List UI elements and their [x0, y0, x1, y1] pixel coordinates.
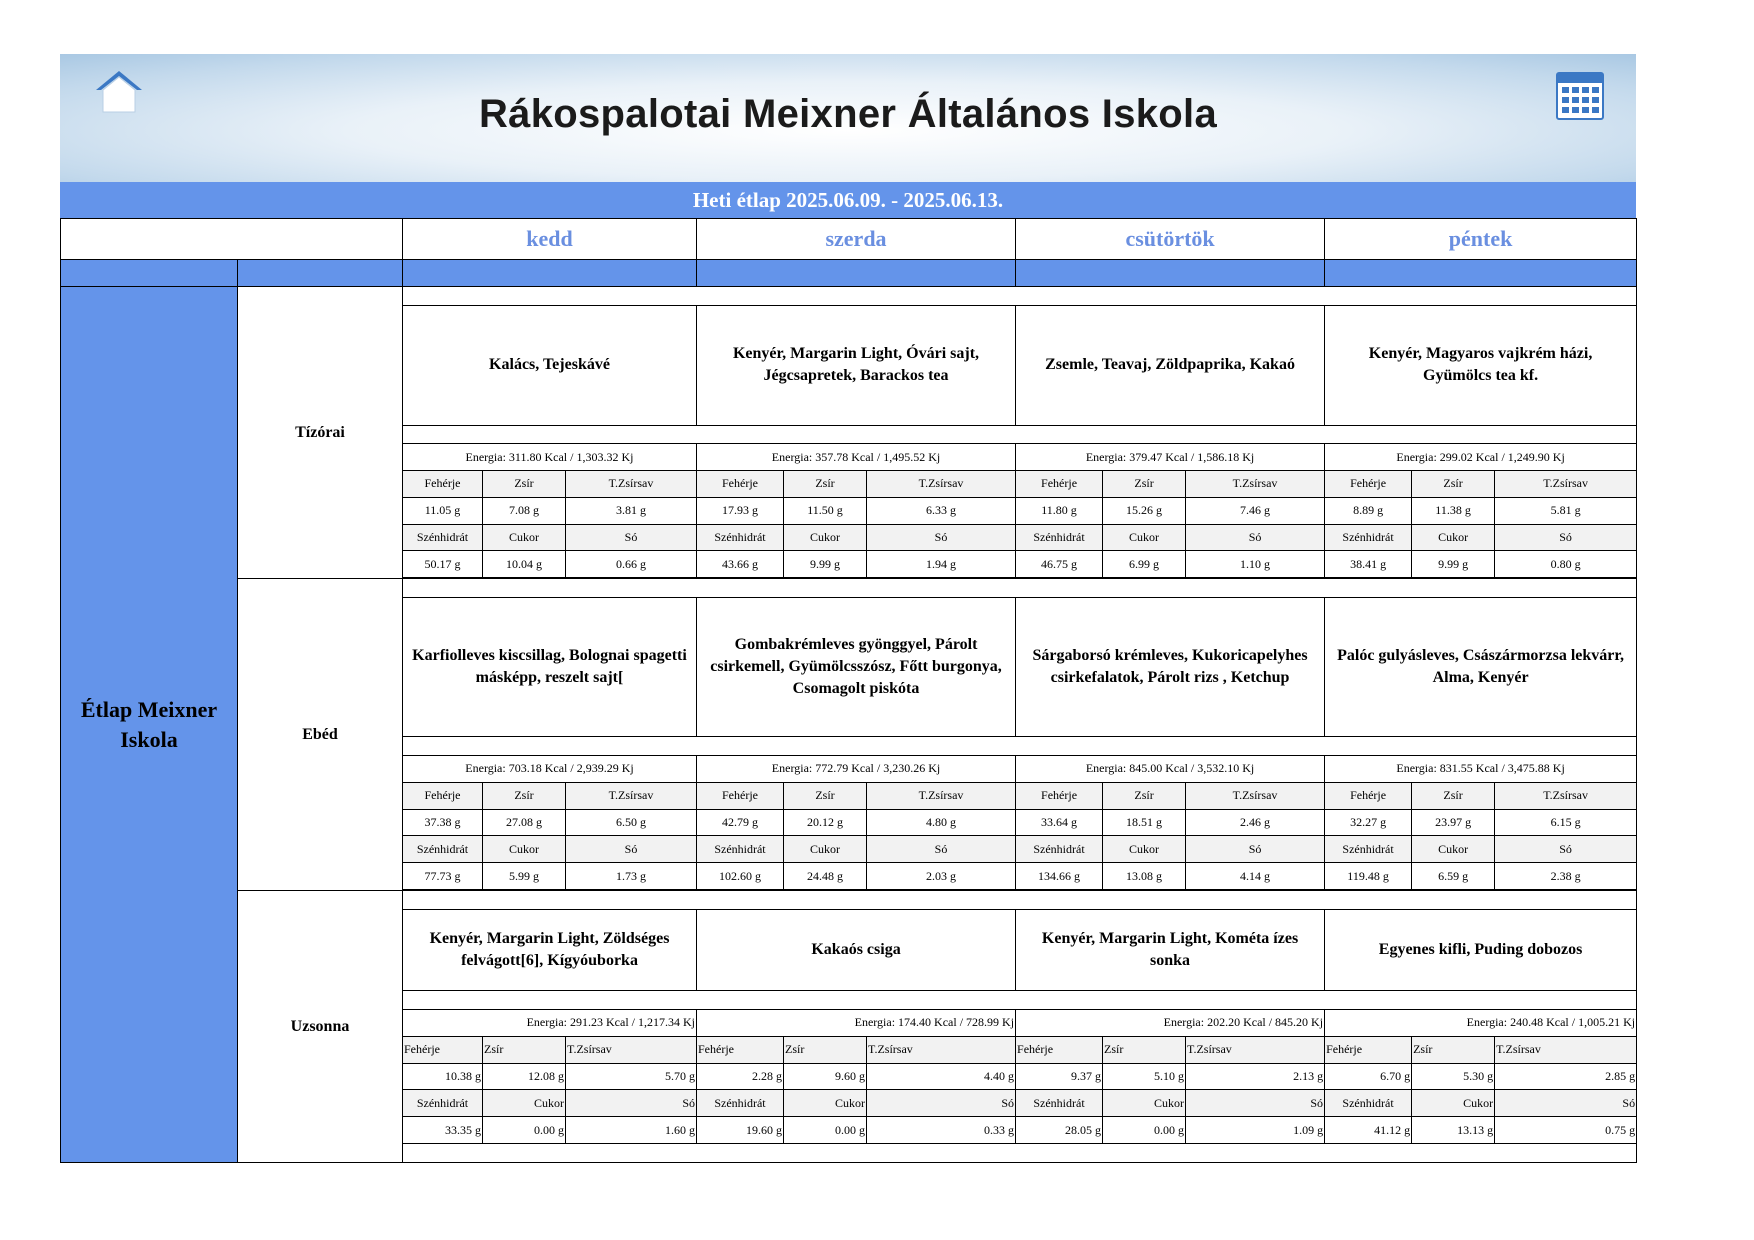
nutrient-value: 0.66 g — [566, 551, 697, 578]
nutrient-label: Szénhidrát — [1016, 1090, 1103, 1117]
dish-name: Kalács, Tejeskávé — [403, 305, 697, 425]
nutrient-label: Szénhidrát — [1016, 524, 1103, 551]
energy-value: Energia: 299.02 Kcal / 1,249.90 Kj — [1325, 444, 1637, 471]
nutrient-label: Szénhidrát — [697, 836, 784, 863]
nutrient-label: Só — [1495, 836, 1637, 863]
nutrient-label: Só — [566, 836, 697, 863]
dish-name: Sárgaborsó krémleves, Kukoricapelyhes csirkefalatok, Párolt rizs , Ketchup — [1016, 597, 1325, 736]
nutrient-value: 38.41 g — [1325, 551, 1412, 578]
nutrient-label: Só — [1186, 1090, 1325, 1117]
nutrient-value: 6.15 g — [1495, 809, 1637, 836]
nutrient-value: 46.75 g — [1016, 551, 1103, 578]
nutrient-value: 3.81 g — [566, 497, 697, 524]
nutrient-label: Szénhidrát — [403, 1090, 483, 1117]
nutrient-label: Zsír — [1103, 782, 1186, 809]
nutrient-label: T.Zsírsav — [1495, 470, 1637, 497]
nutrient-value: 4.40 g — [867, 1063, 1016, 1090]
nutrient-label: Cukor — [784, 524, 867, 551]
spacer-cell — [403, 737, 1637, 756]
header-spacer — [61, 219, 403, 260]
nutrient-value: 0.75 g — [1495, 1117, 1637, 1144]
nutrient-value: 6.70 g — [1325, 1063, 1412, 1090]
nutrient-value: 0.80 g — [1495, 551, 1637, 578]
nutrient-label: Só — [867, 836, 1016, 863]
spacer-cell — [403, 425, 1637, 444]
nutrient-label: T.Zsírsav — [1495, 782, 1637, 809]
nutrient-label: Zsír — [784, 782, 867, 809]
nutrient-label: Cukor — [483, 524, 566, 551]
nutrient-label: Fehérje — [1325, 470, 1412, 497]
nutrient-label: Cukor — [1412, 1090, 1495, 1117]
nutrient-label: Cukor — [483, 836, 566, 863]
nutrient-value: 6.99 g — [1103, 551, 1186, 578]
nutrient-value: 119.48 g — [1325, 863, 1412, 890]
nutrient-value: 37.38 g — [403, 809, 483, 836]
nutrient-value: 5.81 g — [1495, 497, 1637, 524]
nutrient-label: Só — [1495, 1090, 1637, 1117]
energy-value: Energia: 703.18 Kcal / 2,939.29 Kj — [403, 755, 697, 782]
nutrient-label: Só — [867, 1090, 1016, 1117]
nutrient-label: Cukor — [1412, 524, 1495, 551]
nutrient-value: 24.48 g — [784, 863, 867, 890]
energy-value: Energia: 311.80 Kcal / 1,303.32 Kj — [403, 444, 697, 471]
dish-name: Karfiolleves kiscsillag, Bolognai spagetti másképp, reszelt sajt[ — [403, 597, 697, 736]
nutrient-label: Fehérje — [697, 782, 784, 809]
nutrient-value: 0.00 g — [1103, 1117, 1186, 1144]
energy-value: Energia: 379.47 Kcal / 1,586.18 Kj — [1016, 444, 1325, 471]
band-day — [697, 260, 1016, 287]
nutrient-value: 13.13 g — [1412, 1117, 1495, 1144]
page-title: Rákospalotai Meixner Általános Iskola — [478, 92, 1217, 136]
nutrient-label: Fehérje — [1325, 782, 1412, 809]
nutrient-value: 33.35 g — [403, 1117, 483, 1144]
nutrient-value: 10.38 g — [403, 1063, 483, 1090]
dish-name: Kenyér, Margarin Light, Kométa ízes sonka — [1016, 909, 1325, 991]
nutrient-label: Fehérje — [1016, 782, 1103, 809]
energy-value: Energia: 174.40 Kcal / 728.99 Kj — [697, 1009, 1016, 1036]
nutrient-label: Zsír — [483, 470, 566, 497]
energy-value: Energia: 240.48 Kcal / 1,005.21 Kj — [1325, 1009, 1637, 1036]
dish-name: Zsemle, Teavaj, Zöldpaprika, Kakaó — [1016, 305, 1325, 425]
nutrient-label: Zsír — [784, 1036, 867, 1063]
nutrient-value: 15.26 g — [1103, 497, 1186, 524]
nutrient-value: 6.50 g — [566, 809, 697, 836]
nutrient-value: 11.50 g — [784, 497, 867, 524]
nutrient-value: 2.85 g — [1495, 1063, 1637, 1090]
dish-name: Kenyér, Margarin Light, Zöldséges felvágott[6], Kígyóuborka — [403, 909, 697, 991]
nutrient-label: Szénhidrát — [1325, 524, 1412, 551]
nutrient-label: Szénhidrát — [1325, 836, 1412, 863]
nutrient-label: Szénhidrát — [1325, 1090, 1412, 1117]
band-day — [403, 260, 697, 287]
nutrient-label: Cukor — [483, 1090, 566, 1117]
table-row — [61, 219, 1637, 260]
nutrient-value: 0.33 g — [867, 1117, 1016, 1144]
nutrient-value: 28.05 g — [1016, 1117, 1103, 1144]
nutrient-label: Szénhidrát — [1016, 836, 1103, 863]
nutrient-value: 9.60 g — [784, 1063, 867, 1090]
nutrient-label: T.Zsírsav — [566, 470, 697, 497]
nutrient-value: 102.60 g — [697, 863, 784, 890]
nutrient-label: T.Zsírsav — [867, 470, 1016, 497]
spacer-cell — [403, 1144, 1637, 1163]
nutrient-value: 77.73 g — [403, 863, 483, 890]
menu-table — [60, 218, 1637, 1163]
table-row — [61, 891, 1637, 910]
nutrient-label: Cukor — [1103, 524, 1186, 551]
nutrient-label: Zsír — [483, 1036, 566, 1063]
energy-value: Energia: 357.78 Kcal / 1,495.52 Kj — [697, 444, 1016, 471]
nutrient-value: 18.51 g — [1103, 809, 1186, 836]
nutrient-value: 4.80 g — [867, 809, 1016, 836]
nutrient-label: Zsír — [1412, 782, 1495, 809]
band-side — [61, 260, 238, 287]
nutrient-label: Zsír — [1412, 1036, 1495, 1063]
nutrient-value: 11.38 g — [1412, 497, 1495, 524]
nutrient-label: Zsír — [1103, 1036, 1186, 1063]
nutrient-label: Só — [1186, 524, 1325, 551]
nutrient-value: 11.05 g — [403, 497, 483, 524]
nutrient-value: 134.66 g — [1016, 863, 1103, 890]
spacer-cell — [403, 287, 1637, 306]
nutrient-label: T.Zsírsav — [1495, 1036, 1637, 1063]
nutrient-value: 27.08 g — [483, 809, 566, 836]
nutrient-label: Zsír — [1412, 470, 1495, 497]
nutrient-label: Só — [566, 1090, 697, 1117]
nutrient-value: 2.46 g — [1186, 809, 1325, 836]
band-meal — [238, 260, 403, 287]
day-header-kedd: kedd — [403, 219, 697, 260]
nutrient-value: 1.73 g — [566, 863, 697, 890]
calendar-icon[interactable] — [1556, 72, 1604, 120]
energy-value: Energia: 202.20 Kcal / 845.20 Kj — [1016, 1009, 1325, 1036]
nutrient-label: Zsír — [784, 470, 867, 497]
nutrient-value: 5.99 g — [483, 863, 566, 890]
table-row — [61, 287, 1637, 306]
nutrient-value: 8.89 g — [1325, 497, 1412, 524]
nutrient-value: 2.28 g — [697, 1063, 784, 1090]
spacer-cell — [403, 891, 1637, 910]
nutrient-value: 1.09 g — [1186, 1117, 1325, 1144]
day-header-pentek: péntek — [1325, 219, 1637, 260]
nutrient-value: 7.08 g — [483, 497, 566, 524]
nutrient-label: Fehérje — [403, 1036, 483, 1063]
nutrient-value: 2.13 g — [1186, 1063, 1325, 1090]
nutrient-label: Cukor — [784, 1090, 867, 1117]
nutrient-value: 5.70 g — [566, 1063, 697, 1090]
nutrient-label: Fehérje — [697, 470, 784, 497]
dish-name: Kenyér, Margarin Light, Óvári sajt, Jégcsapretek, Barackos tea — [697, 305, 1016, 425]
dish-name: Egyenes kifli, Puding dobozos — [1325, 909, 1637, 991]
nutrient-label: Fehérje — [1016, 1036, 1103, 1063]
nutrient-label: Só — [1186, 836, 1325, 863]
table-row — [61, 579, 1637, 598]
nutrient-value: 6.33 g — [867, 497, 1016, 524]
nutrient-label: T.Zsírsav — [566, 1036, 697, 1063]
nutrient-label: T.Zsírsav — [566, 782, 697, 809]
nutrient-label: Só — [867, 524, 1016, 551]
nutrient-value: 42.79 g — [697, 809, 784, 836]
nutrient-value: 0.00 g — [483, 1117, 566, 1144]
nutrient-value: 17.93 g — [697, 497, 784, 524]
nutrient-label: T.Zsírsav — [1186, 1036, 1325, 1063]
nutrient-value: 9.99 g — [784, 551, 867, 578]
nutrient-label: T.Zsírsav — [867, 782, 1016, 809]
nutrient-label: T.Zsírsav — [867, 1036, 1016, 1063]
nutrient-label: Cukor — [1103, 1090, 1186, 1117]
side-label: Étlap Meixner Iskola — [61, 287, 238, 1163]
nutrient-value: 9.37 g — [1016, 1063, 1103, 1090]
nutrient-value: 43.66 g — [697, 551, 784, 578]
nutrient-value: 0.00 g — [784, 1117, 867, 1144]
header-banner — [60, 54, 1636, 182]
nutrient-value: 1.10 g — [1186, 551, 1325, 578]
nutrient-label: Só — [1495, 524, 1637, 551]
nutrient-label: Cukor — [1103, 836, 1186, 863]
week-range: Heti étlap 2025.06.09. - 2025.06.13. — [60, 182, 1636, 218]
day-header-szerda: szerda — [697, 219, 1016, 260]
nutrient-label: Só — [566, 524, 697, 551]
nutrient-label: Fehérje — [403, 470, 483, 497]
energy-value: Energia: 845.00 Kcal / 3,532.10 Kj — [1016, 755, 1325, 782]
energy-value: Energia: 772.79 Kcal / 3,230.26 Kj — [697, 755, 1016, 782]
nutrient-label: Fehérje — [697, 1036, 784, 1063]
spacer-cell — [403, 579, 1637, 598]
table-row — [61, 260, 1637, 287]
nutrient-label: T.Zsírsav — [1186, 470, 1325, 497]
nutrient-value: 19.60 g — [697, 1117, 784, 1144]
meal-label-ebed: Ebéd — [238, 579, 403, 891]
nutrient-value: 41.12 g — [1325, 1117, 1412, 1144]
nutrient-value: 13.08 g — [1103, 863, 1186, 890]
nutrient-value: 33.64 g — [1016, 809, 1103, 836]
nutrient-label: Zsír — [1103, 470, 1186, 497]
nutrient-label: Szénhidrát — [697, 1090, 784, 1117]
dish-name: Palóc gulyásleves, Császármorzsa lekvárr, Alma, Kenyér — [1325, 597, 1637, 736]
energy-value: Energia: 291.23 Kcal / 1,217.34 Kj — [403, 1009, 697, 1036]
day-header-csutortok: csütörtök — [1016, 219, 1325, 260]
nutrient-value: 2.03 g — [867, 863, 1016, 890]
nutrient-value: 6.59 g — [1412, 863, 1495, 890]
nutrient-label: Cukor — [784, 836, 867, 863]
nutrient-label: Fehérje — [1016, 470, 1103, 497]
nutrient-value: 5.30 g — [1412, 1063, 1495, 1090]
nutrient-value: 23.97 g — [1412, 809, 1495, 836]
nutrient-value: 11.80 g — [1016, 497, 1103, 524]
nutrient-value: 7.46 g — [1186, 497, 1325, 524]
nutrient-label: Szénhidrát — [403, 836, 483, 863]
dish-name: Kakaós csiga — [697, 909, 1016, 991]
nutrient-value: 2.38 g — [1495, 863, 1637, 890]
nutrient-value: 1.60 g — [566, 1117, 697, 1144]
band-day — [1016, 260, 1325, 287]
nutrient-label: Szénhidrát — [697, 524, 784, 551]
meal-label-tizorai: Tízórai — [238, 287, 403, 579]
meal-label-uzsonna: Uzsonna — [238, 891, 403, 1163]
nutrient-value: 20.12 g — [784, 809, 867, 836]
nutrient-label: Zsír — [483, 782, 566, 809]
nutrient-label: Fehérje — [403, 782, 483, 809]
spacer-cell — [403, 991, 1637, 1010]
nutrient-value: 4.14 g — [1186, 863, 1325, 890]
nutrient-label: T.Zsírsav — [1186, 782, 1325, 809]
nutrient-value: 32.27 g — [1325, 809, 1412, 836]
dish-name: Kenyér, Magyaros vajkrém házi, Gyümölcs tea kf. — [1325, 305, 1637, 425]
nutrient-value: 50.17 g — [403, 551, 483, 578]
nutrient-label: Fehérje — [1325, 1036, 1412, 1063]
dish-name: Gombakrémleves gyönggyel, Párolt csirkemell, Gyümölcsszósz, Főtt burgonya, Csomagolt piskóta — [697, 597, 1016, 736]
nutrient-value: 12.08 g — [483, 1063, 566, 1090]
nutrient-value: 9.99 g — [1412, 551, 1495, 578]
nutrient-value: 10.04 g — [483, 551, 566, 578]
nutrient-value: 1.94 g — [867, 551, 1016, 578]
energy-value: Energia: 831.55 Kcal / 3,475.88 Kj — [1325, 755, 1637, 782]
nutrient-label: Cukor — [1412, 836, 1495, 863]
band-day — [1325, 260, 1637, 287]
nutrient-label: Szénhidrát — [403, 524, 483, 551]
nutrient-value: 5.10 g — [1103, 1063, 1186, 1090]
